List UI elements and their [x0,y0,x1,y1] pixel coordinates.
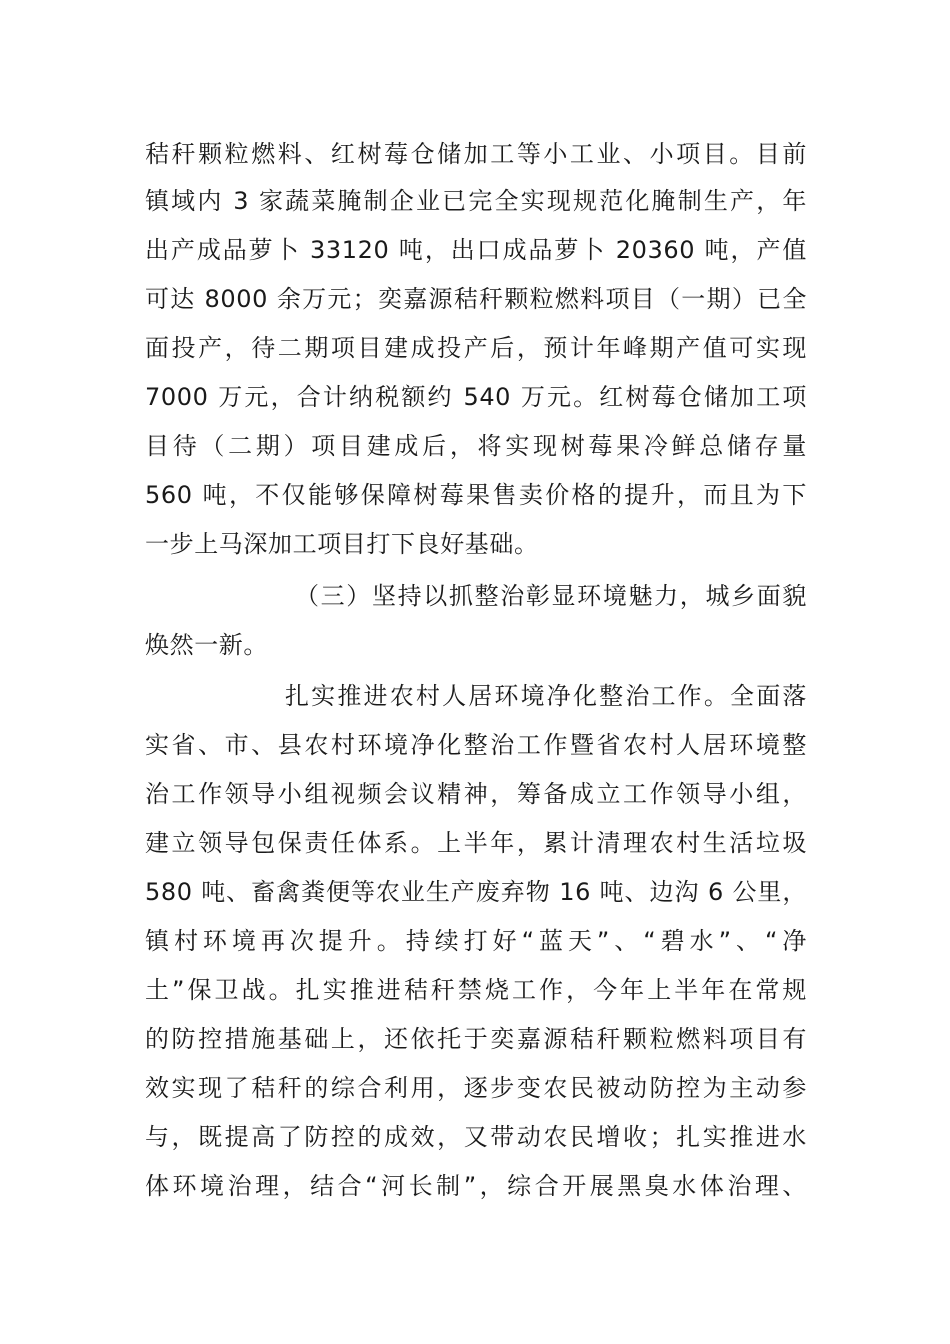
paragraph-line: 秸秆颗粒燃料、红树莓仓储加工等小工业、小项目。目前 [145,140,807,168]
paragraph-line: 镇村环境再次提升。持续打好“蓝天”、“碧水”、“净 [145,927,807,955]
paragraph-line: 580 吨、畜禽粪便等农业生产废弃物 16 吨、边沟 6 公里， [145,878,807,906]
paragraph-line: 可达 8000 余万元；奕嘉源秸秆颗粒燃料项目（一期）已全 [145,285,807,313]
paragraph-line: 出产成品萝卜 33120 吨，出口成品萝卜 20360 吨，产值 [145,236,807,264]
paragraph-line: 建立领导包保责任体系。上半年，累计清理农村生活垃圾 [145,829,807,857]
paragraph-line: 560 吨，不仅能够保障树莓果售卖价格的提升，而且为下 [145,481,807,509]
paragraph-line: 与，既提高了防控的成效，又带动农民增收；扎实推进水 [145,1123,807,1151]
paragraph-line: 镇域内 3 家蔬菜腌制企业已完全实现规范化腌制生产，年 [145,187,807,215]
section-heading: （三）坚持以抓整治彰显环境魅力，城乡面貌 [295,582,807,610]
paragraph-line: 面投产，待二期项目建成投产后，预计年峰期产值可实现 [145,334,807,362]
paragraph-line: 体环境治理，结合“河长制”，综合开展黑臭水体治理、 [145,1172,807,1200]
paragraph-line: 的防控措施基础上，还依托于奕嘉源秸秆颗粒燃料项目有 [145,1025,807,1053]
paragraph-line: 治工作领导小组视频会议精神，筹备成立工作领导小组， [145,780,807,808]
section-heading-cont: 焕然一新。 [145,631,268,659]
paragraph-line: 实省、市、县农村环境净化整治工作暨省农村人居环境整 [145,731,807,759]
paragraph-line: 一步上马深加工项目打下良好基础。 [145,530,539,558]
paragraph-line: 扎实推进农村人居环境净化整治工作。全面落 [285,682,807,710]
paragraph-line: 效实现了秸秆的综合利用，逐步变农民被动防控为主动参 [145,1074,807,1102]
paragraph-line: 7000 万元，合计纳税额约 540 万元。红树莓仓储加工项 [145,383,807,411]
paragraph-line: 土”保卫战。扎实推进秸秆禁烧工作，今年上半年在常规 [145,976,807,1004]
paragraph-line: 目待（二期）项目建成后，将实现树莓果冷鲜总储存量 [145,432,807,460]
